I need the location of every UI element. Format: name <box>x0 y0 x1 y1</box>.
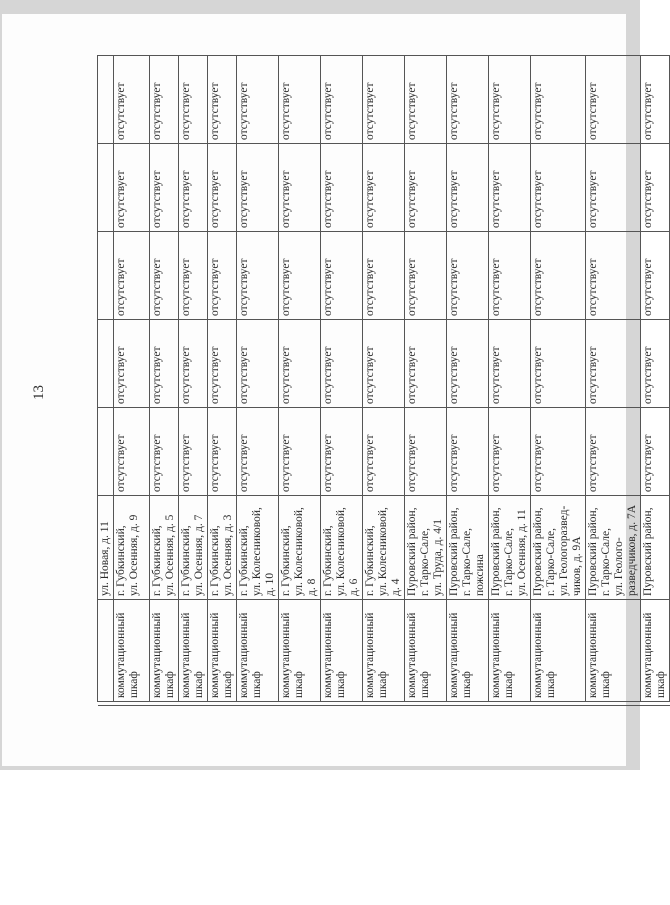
status-cell: отсутствует <box>321 320 363 408</box>
margin-cell <box>114 702 150 706</box>
status-cell: отсутствует <box>586 232 641 320</box>
status-cell: отсутствует <box>237 408 279 496</box>
address-line: Пуровский район, <box>448 507 460 596</box>
address-line: г. Губкинский, <box>209 525 221 596</box>
status-cell <box>98 56 114 144</box>
status-cell: отсутствует <box>279 408 321 496</box>
address-line: Пуровский район, <box>490 507 502 596</box>
address-line: д. 6 <box>348 578 360 596</box>
address-line: ул. Осенняя, д. 3 <box>222 514 234 596</box>
address-line: г. Тарко-Сале, <box>461 528 473 596</box>
equipment-table <box>97 55 670 706</box>
status-cell: отсутствует <box>641 144 670 232</box>
status-cell: отсутствует <box>531 408 586 496</box>
table-row <box>114 56 150 706</box>
table-row <box>363 56 405 706</box>
status-cell: отсутствует <box>279 144 321 232</box>
equipment-type-cell: коммутационный шкаф <box>447 600 489 702</box>
address-line: чиков, д. 9А <box>571 536 583 596</box>
status-cell: отсутствует <box>363 408 405 496</box>
table-row <box>279 56 321 706</box>
status-cell: отсутствует <box>114 408 150 496</box>
address-line: г. Губкинский, <box>180 525 192 596</box>
address-line: г. Тарко-Сале, <box>503 528 515 596</box>
address-line: д. 8 <box>306 578 318 596</box>
status-cell: отсутствует <box>489 232 531 320</box>
status-cell: отсутствует <box>447 320 489 408</box>
equipment-type-cell: коммутационный шкаф <box>363 600 405 702</box>
margin-cell <box>150 702 179 706</box>
margin-cell <box>489 702 531 706</box>
address-cell <box>405 496 447 600</box>
status-cell: отсутствует <box>641 56 670 144</box>
equipment-type-cell: коммутационный шкаф <box>208 600 237 702</box>
status-cell: отсутствует <box>489 408 531 496</box>
address-line: ул. Осенняя, д. 9 <box>128 514 140 596</box>
address-line: пожсина <box>474 554 486 596</box>
status-cell: отсутствует <box>531 320 586 408</box>
address-line: ул. Геолого- <box>613 537 625 596</box>
status-cell: отсутствует <box>641 232 670 320</box>
status-cell: отсутствует <box>489 320 531 408</box>
table-row <box>531 56 586 706</box>
status-cell: отсутствует <box>321 56 363 144</box>
address-cell <box>237 496 279 600</box>
table-row <box>489 56 531 706</box>
address-line: г. Тарко-Сале, <box>600 528 612 596</box>
margin-cell <box>279 702 321 706</box>
table-row <box>405 56 447 706</box>
margin-cell <box>531 702 586 706</box>
table-row <box>447 56 489 706</box>
status-cell: отсутствует <box>237 232 279 320</box>
equipment-type-cell: коммутационный шкаф <box>237 600 279 702</box>
address-line: г. Тарко-Сале, <box>545 528 557 596</box>
status-cell: отсутствует <box>237 144 279 232</box>
equipment-type-cell: коммутационный шкаф <box>405 600 447 702</box>
status-cell: отсутствует <box>489 144 531 232</box>
status-cell: отсутствует <box>586 56 641 144</box>
address-line: ул. Колесниковой, <box>293 507 305 596</box>
address-line: ул. Колесниковой, <box>377 507 389 596</box>
address-cell <box>98 496 114 600</box>
equipment-type-cell: коммутационный шкаф <box>150 600 179 702</box>
status-cell: отсутствует <box>150 320 179 408</box>
status-cell: отсутствует <box>586 144 641 232</box>
status-cell: отсутствует <box>405 320 447 408</box>
margin-cell <box>237 702 279 706</box>
status-cell <box>98 144 114 232</box>
address-line: ул. Осенняя, д. 7 <box>193 514 205 596</box>
table-row <box>237 56 279 706</box>
address-line: г. Губкинский, <box>115 525 127 596</box>
address-line: г. Губкинский, <box>280 525 292 596</box>
status-cell <box>98 408 114 496</box>
status-cell: отсутствует <box>114 56 150 144</box>
status-cell: отсутствует <box>447 56 489 144</box>
status-cell: отсутствует <box>179 56 208 144</box>
address-cell <box>279 496 321 600</box>
status-cell: отсутствует <box>208 232 237 320</box>
status-cell: отсутствует <box>531 144 586 232</box>
status-cell: отсутствует <box>179 408 208 496</box>
status-cell: отсутствует <box>208 56 237 144</box>
status-cell: отсутствует <box>405 144 447 232</box>
address-line: ул. Осенняя, д. 11 <box>516 509 528 596</box>
address-cell <box>150 496 179 600</box>
status-cell: отсутствует <box>150 232 179 320</box>
address-line: ул. Осенняя, д. 5 <box>164 514 176 596</box>
address-line: ул. Колесниковой, <box>251 507 263 596</box>
status-cell: отсутствует <box>447 408 489 496</box>
status-cell: отсутствует <box>208 408 237 496</box>
address-cell <box>114 496 150 600</box>
table-row <box>150 56 179 706</box>
status-cell: отсутствует <box>279 320 321 408</box>
address-line: Пуровский район, <box>406 507 418 596</box>
table-row <box>98 56 114 706</box>
margin-cell <box>641 702 670 706</box>
equipment-type-cell: коммутационный шкаф <box>531 600 586 702</box>
status-cell: отсутствует <box>447 144 489 232</box>
status-cell: отсутствует <box>447 232 489 320</box>
address-cell <box>586 496 641 600</box>
address-line: Пуровский район, <box>642 507 654 596</box>
status-cell: отсутствует <box>114 320 150 408</box>
equipment-type-cell: коммутационный шкаф <box>586 600 641 702</box>
status-cell: отсутствует <box>405 56 447 144</box>
address-line: г. Губкинский, <box>322 525 334 596</box>
address-line: ул. Труда, д. 4/1 <box>432 519 444 596</box>
status-cell: отсутствует <box>279 232 321 320</box>
equipment-type-cell: коммутационный шкаф <box>114 600 150 702</box>
status-cell: отсутствует <box>531 232 586 320</box>
address-line: ул. Колесниковой, <box>335 507 347 596</box>
status-cell: отсутствует <box>150 56 179 144</box>
status-cell: отсутствует <box>208 144 237 232</box>
address-cell <box>363 496 405 600</box>
address-line: д. 4 <box>390 578 402 596</box>
status-cell: отсутствует <box>363 56 405 144</box>
status-cell: отсутствует <box>321 144 363 232</box>
equipment-type-cell: коммутационный шкаф <box>321 600 363 702</box>
margin-cell <box>179 702 208 706</box>
margin-cell <box>208 702 237 706</box>
status-cell: отсутствует <box>179 320 208 408</box>
status-cell: отсутствует <box>150 144 179 232</box>
equipment-type-cell <box>98 600 114 702</box>
status-cell: отсутствует <box>321 408 363 496</box>
table-row <box>586 56 641 706</box>
status-cell: отсутствует <box>363 232 405 320</box>
status-cell: отсутствует <box>179 144 208 232</box>
address-cell <box>208 496 237 600</box>
status-cell: отсутствует <box>586 408 641 496</box>
status-cell: отсутствует <box>208 320 237 408</box>
margin-cell <box>586 702 641 706</box>
status-cell: отсутствует <box>321 232 363 320</box>
address-line: Пуровский район, <box>532 507 544 596</box>
status-cell: отсутствует <box>586 320 641 408</box>
address-cell <box>447 496 489 600</box>
status-cell: отсутствует <box>363 320 405 408</box>
page-number: 13 <box>31 385 47 400</box>
status-cell <box>98 232 114 320</box>
table-row <box>179 56 208 706</box>
status-cell <box>98 320 114 408</box>
margin-cell <box>363 702 405 706</box>
address-line: ул. Геологоразвед- <box>558 505 570 596</box>
address-line: Пуровский район, <box>587 507 599 596</box>
address-line: г. Тарко-Сале, <box>419 528 431 596</box>
equipment-type-cell: коммутационный шкаф <box>179 600 208 702</box>
status-cell: отсутствует <box>114 232 150 320</box>
address-cell <box>489 496 531 600</box>
address-line: г. Губкинский, <box>238 525 250 596</box>
status-cell: отсутствует <box>237 56 279 144</box>
address-line: разведчиков, д. 7А <box>626 504 638 596</box>
status-cell: отсутствует <box>641 320 670 408</box>
table-row <box>321 56 363 706</box>
status-cell: отсутствует <box>641 408 670 496</box>
table-row <box>641 56 670 706</box>
table-row <box>208 56 237 706</box>
margin-cell <box>405 702 447 706</box>
address-line: ул. Новая, д. 11 <box>99 521 111 596</box>
address-cell <box>179 496 208 600</box>
address-line: г. Губкинский, <box>364 525 376 596</box>
margin-cell <box>321 702 363 706</box>
status-cell: отсутствует <box>489 56 531 144</box>
status-cell: отсутствует <box>363 144 405 232</box>
status-cell: отсутствует <box>237 320 279 408</box>
equipment-type-cell: коммутационный шкаф <box>279 600 321 702</box>
status-cell: отсутствует <box>405 408 447 496</box>
address-line: г. Губкинский, <box>151 525 163 596</box>
table-rotated-container <box>97 56 667 706</box>
status-cell: отсутствует <box>531 56 586 144</box>
status-cell: отсутствует <box>114 144 150 232</box>
equipment-type-cell: коммутационный шкаф <box>641 600 670 702</box>
margin-cell <box>447 702 489 706</box>
equipment-type-cell: коммутационный шкаф <box>489 600 531 702</box>
address-cell <box>641 496 670 600</box>
address-line: д. 10 <box>264 572 276 596</box>
status-cell: отсутствует <box>179 232 208 320</box>
table-body <box>98 56 670 706</box>
status-cell: отсутствует <box>405 232 447 320</box>
status-cell: отсутствует <box>150 408 179 496</box>
address-cell <box>531 496 586 600</box>
margin-cell <box>98 702 114 706</box>
address-cell <box>321 496 363 600</box>
status-cell: отсутствует <box>279 56 321 144</box>
